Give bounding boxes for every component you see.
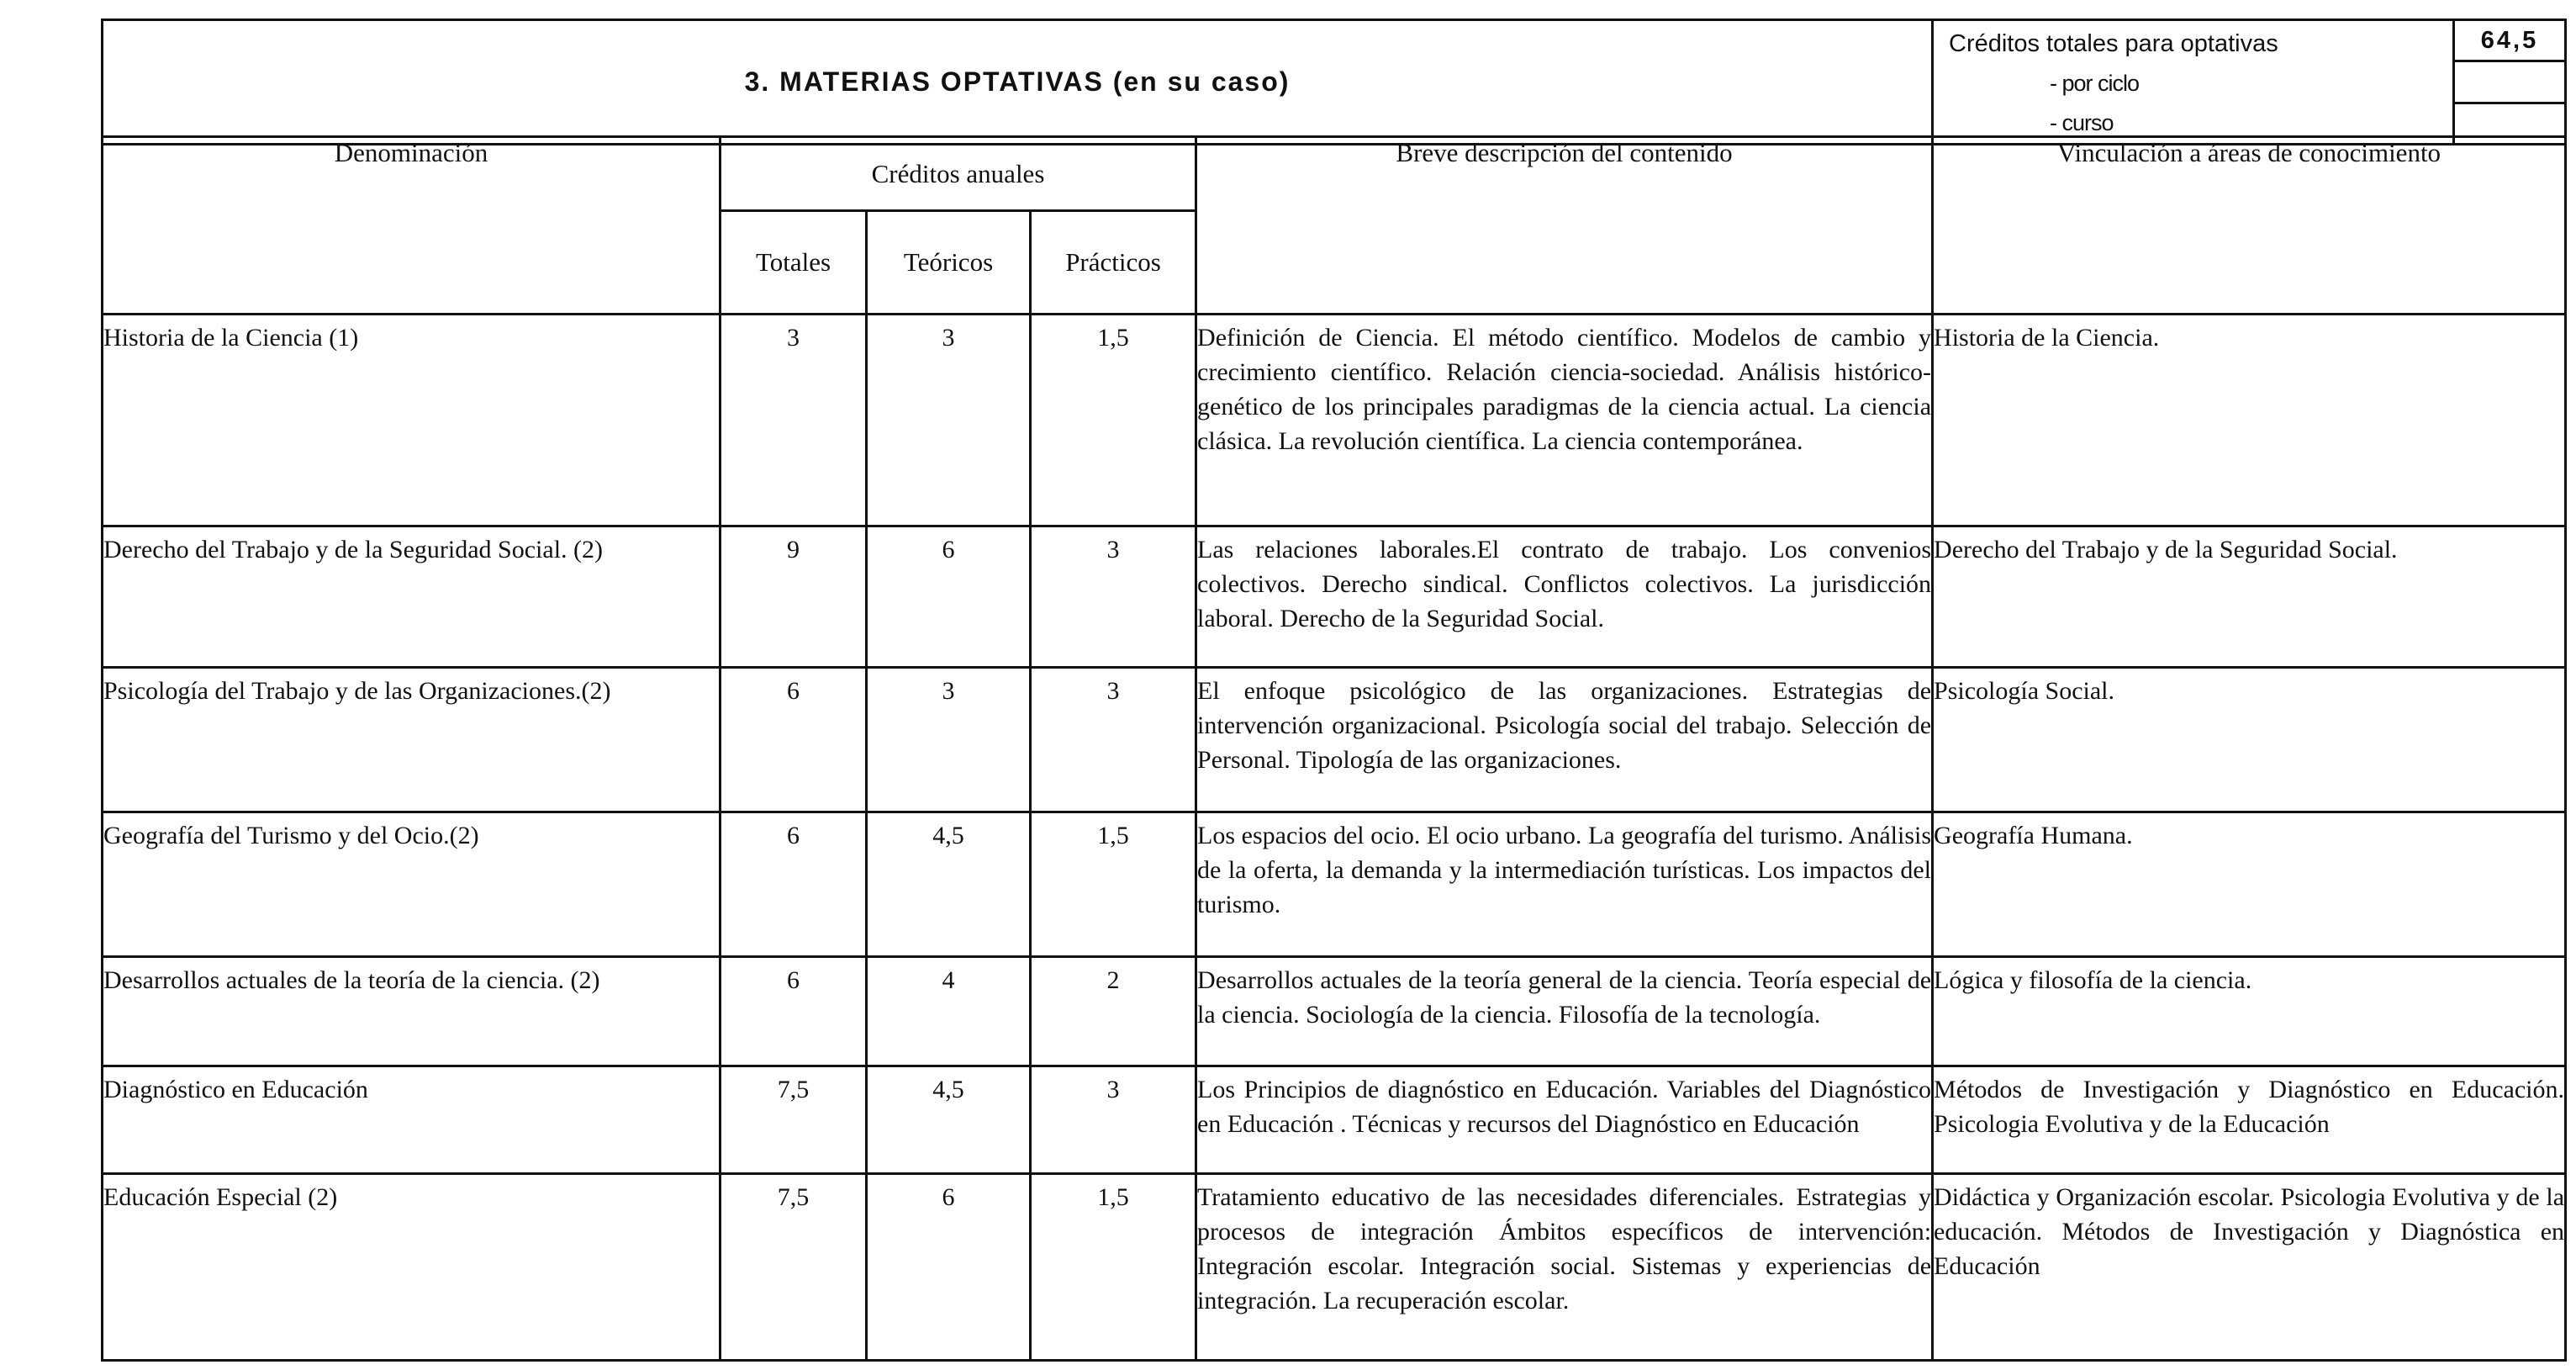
credits-teoricos: 4,5	[867, 1066, 1031, 1174]
section-header	[101, 19, 2567, 145]
subject-description: Los Principios de diagnóstico en Educación. Variables del Diagnóstico en Educación . Técnicas y recursos del Diagnóstico en Educación	[1196, 1066, 1933, 1174]
table-row	[103, 957, 2566, 1066]
table-row	[103, 526, 2566, 668]
subject-description: Las relaciones laborales.El contrato de trabajo. Los convenios colectivos. Derecho sindical. Conflictos colectivos. La jurisdicción laboral. Derecho de la Seguridad Social.	[1196, 526, 1933, 668]
subject-name: Geografía del Turismo y del Ocio.(2)	[103, 812, 721, 957]
subject-description: Definición de Ciencia. El método científico. Modelos de cambio y crecimiento científico. Relación ciencia-sociedad. Análisis histórico-genético de los principales paradigmas de la ciencia actual. La ciencia clásica. La revolución científica. La ciencia contemporánea.	[1196, 315, 1933, 526]
subject-name: Psicología del Trabajo y de las Organizaciones.(2)	[103, 668, 721, 812]
credits-totales: 6	[721, 812, 867, 957]
credits-per-cycle-label: - por ciclo	[2050, 71, 2140, 96]
credits-practicos: 3	[1031, 526, 1196, 668]
credits-teoricos: 3	[867, 315, 1031, 526]
subject-description: El enfoque psicológico de las organizaciones. Estrategias de intervención organizacional. Psicología social del trabajo. Selección de Personal. Tipología de las organizaciones.	[1196, 668, 1933, 812]
header-descripcion: Breve descripción del contenido	[1196, 137, 1933, 315]
credits-teoricos: 4	[867, 957, 1031, 1066]
credits-practicos: 2	[1031, 957, 1196, 1066]
table-row	[103, 315, 2566, 526]
subject-description: Tratamiento educativo de las necesidades diferenciales. Estrategias y procesos de integración Ámbitos específicos de intervención: Integración escolar. Integración social. Sistemas y experiencias de integración. La recuperación escolar.	[1196, 1174, 1933, 1361]
knowledge-area: Psicología Social.	[1933, 668, 2566, 812]
knowledge-area: Derecho del Trabajo y de la Seguridad Social.	[1933, 526, 2566, 668]
credits-practicos: 3	[1031, 1066, 1196, 1174]
credits-total-value: 64,5	[2455, 21, 2564, 61]
subject-name: Desarrollos actuales de la teoría de la ciencia. (2)	[103, 957, 721, 1066]
knowledge-area: Métodos de Investigación y Diagnóstico en Educación. Psicologia Evolutiva y de la Educación	[1933, 1066, 2566, 1174]
subject-description: Desarrollos actuales de la teoría general de la ciencia. Teoría especial de la ciencia. Sociología de la ciencia. Filosofía de la tecnología.	[1196, 957, 1933, 1066]
subject-name: Historia de la Ciencia (1)	[103, 315, 721, 526]
credits-totales: 7,5	[721, 1066, 867, 1174]
credits-practicos: 1,5	[1031, 1174, 1196, 1361]
subject-name: Educación Especial (2)	[103, 1174, 721, 1361]
header-practicos: Prácticos	[1031, 211, 1196, 315]
header-denominacion: Denominación	[103, 137, 721, 315]
header-teoricos: Teóricos	[867, 211, 1031, 315]
credits-teoricos: 6	[867, 1174, 1031, 1361]
credits-box-values	[2454, 20, 2566, 145]
knowledge-area: Didáctica y Organización escolar. Psicologia Evolutiva y de la educación. Métodos de Investigación y Diagnóstica en Educación	[1933, 1174, 2566, 1361]
credits-totales: 7,5	[721, 1174, 867, 1361]
table-row	[103, 668, 2566, 812]
credits-per-course-label: - curso	[2050, 110, 2114, 135]
credits-practicos: 1,5	[1031, 315, 1196, 526]
header-vinculacion: Vinculación a áreas de conocimiento	[1933, 137, 2566, 315]
table-row	[103, 1066, 2566, 1174]
credits-teoricos: 3	[867, 668, 1031, 812]
table-row	[103, 1174, 2566, 1361]
credits-totales: 6	[721, 668, 867, 812]
knowledge-area: Historia de la Ciencia.	[1933, 315, 2566, 526]
knowledge-area: Geografía Humana.	[1933, 812, 2566, 957]
credits-practicos: 1,5	[1031, 812, 1196, 957]
subject-name: Derecho del Trabajo y de la Seguridad Social. (2)	[103, 526, 721, 668]
credits-cycle-value	[2455, 61, 2564, 103]
header-creditos-anuales: Créditos anuales	[721, 137, 1196, 211]
credits-box-labels	[1933, 20, 2454, 145]
header-totales: Totales	[721, 211, 867, 315]
knowledge-area: Lógica y filosofía de la ciencia.	[1933, 957, 2566, 1066]
subject-description: Los espacios del ocio. El ocio urbano. La geografía del turismo. Análisis de la oferta, la demanda y la intermediación turísticas. Los impactos del turismo.	[1196, 812, 1933, 957]
credits-practicos: 3	[1031, 668, 1196, 812]
subject-name: Diagnóstico en Educación	[103, 1066, 721, 1174]
credits-total-label: Créditos totales para optativas	[1949, 30, 2278, 57]
credits-totales: 3	[721, 315, 867, 526]
credits-totales: 6	[721, 957, 867, 1066]
credits-teoricos: 6	[867, 526, 1031, 668]
credits-totales: 9	[721, 526, 867, 668]
subjects-table	[101, 135, 2567, 1362]
section-title: 3. MATERIAS OPTATIVAS (en su caso)	[103, 20, 1933, 145]
table-row	[103, 812, 2566, 957]
credits-teoricos: 4,5	[867, 812, 1031, 957]
